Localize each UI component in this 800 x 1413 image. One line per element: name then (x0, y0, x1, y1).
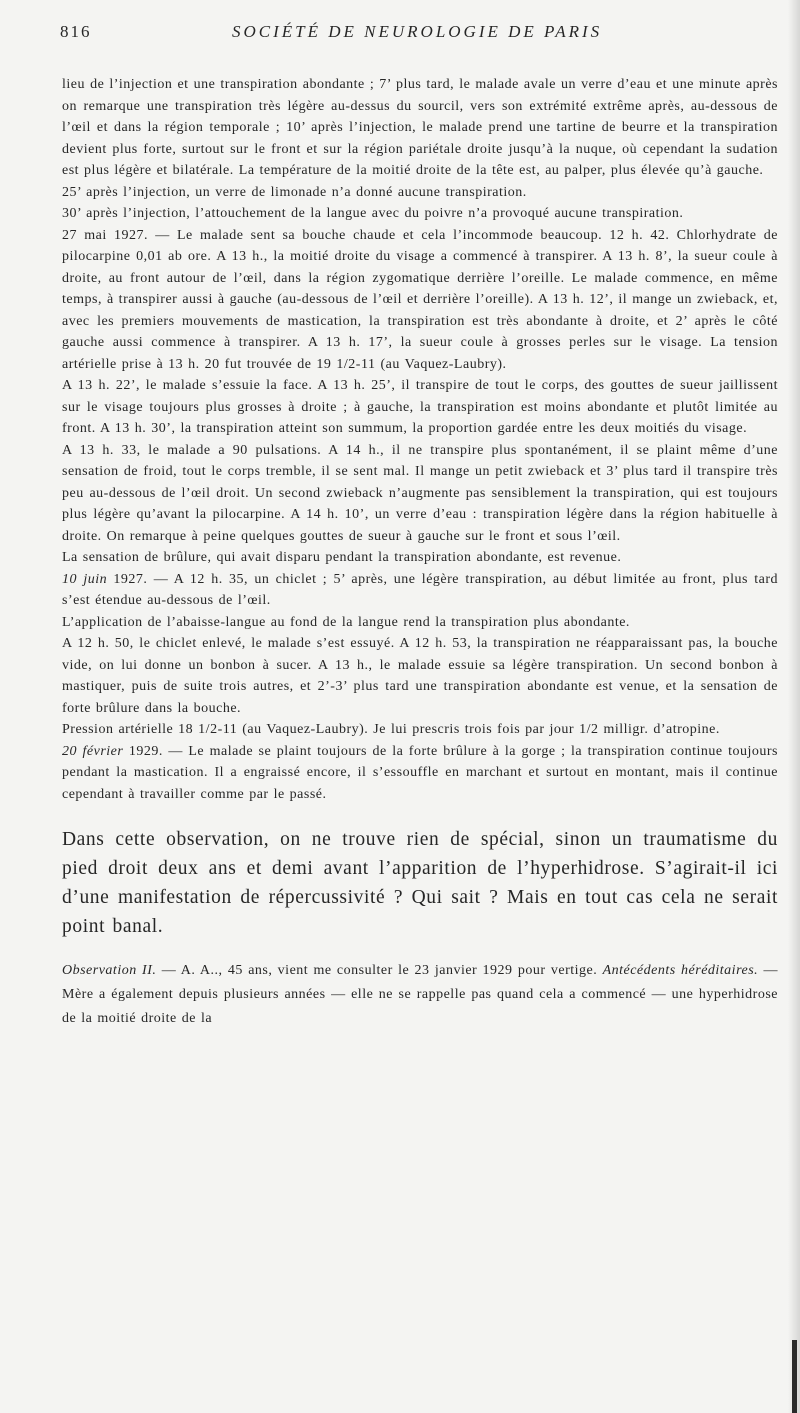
page-edge-mark (792, 1340, 797, 1413)
paragraph: 27 mai 1927. — Le malade sent sa bouche chaude et cela l’incommode beaucoup. 12 h. 42. Chlorhydrate de pilocarpine 0,01 ab ore. A 13 h., la moitié droite du visage a commencé à transpirer. A 13 h. 8’, la sueur coule à droite, au front autour de l’œil, dans la région zygomatique derrière l’oreille. Le malade commence, en même temps, à transpirer aussi à gauche (au-dessous de l’œil et derrière l’oreille). A 13 h. 12’, il mange un zwieback, et, avec les premiers mouvements de mastication, la transpiration est très abondante à droite, et 2’ après le côté gauche aussi commence à transpirer. A 13 h. 17’, la sueur coule à grosses perles sur le visage. La tension artérielle prise à 13 h. 20 fut trouvée de 19 1/2-11 (au Vaquez-Laubry). (62, 227, 778, 372)
paragraph: L’application de l’abaisse-langue au fond de la langue rend la transpiration plus abondante. (62, 614, 630, 630)
case-notes (62, 74, 778, 805)
paragraph: A 13 h. 22’, le malade s’essuie la face. A 13 h. 25’, il transpire de tout le corps, des gouttes de sueur jaillissent sur le visage toujours plus grosses à droite ; à gauche, la transpiration est moins abondante et plutôt limitée au front. A 13 h. 30’, la transpiration atteint son summum, la proportion gardée entre les deux moitiés du visage. (62, 378, 778, 436)
entry-date: 20 février (62, 743, 124, 759)
paragraph: A 12 h. 50, le chiclet enlevé, le malade s’est essuyé. A 12 h. 53, la transpiration ne réapparaissant pas, la bouche vide, on lui donne un bonbon à sucer. A 13 h., le malade essuie sa légère transpiration. Un second bonbon à mastiquer, puis de suite trois autres, et 2’-3’ plus tard une transpiration abondante est venue, et la sensation de forte brûlure dans la bouche. (62, 636, 778, 716)
entry-date: 10 juin (62, 571, 108, 587)
paragraph: 30’ après l’injection, l’attouchement de la langue avec du poivre n’a provoqué aucune transpiration. (62, 206, 684, 221)
entry-text: 1927. — A 12 h. 35, un chiclet ; 5’ après, une légère transpiration, au début limitée au front, plus tard s’est étendue au-dessous de l’œil. (62, 571, 778, 608)
dated-paragraph (62, 741, 778, 806)
paragraph: Pression artérielle 18 1/2-11 (au Vaquez-Laubry). Je lui prescris trois fois par jour 1/2 milligr. d’atropine. (62, 722, 720, 737)
entry-text: 1929. — Le malade se plaint toujours de la forte brûlure à la gorge ; la transpiration continue toujours pendant la mastication. Il a engraissé encore, il s’essouffle en marchant et surtout en montant, mais il continue cependant à travailler comme par le passé. (62, 743, 778, 802)
observation-paragraph (62, 959, 778, 1031)
observation-heading: Observation II. (62, 963, 157, 978)
observation-intro: — A. A.., 45 ans, vient me consulter le 23 janvier 1929 pour vertige. (156, 963, 603, 978)
journal-title: SOCIÉTÉ DE NEUROLOGIE DE PARIS (232, 22, 603, 41)
commentary-paragraph: Dans cette observation, on ne trouve rien de spécial, sinon un traumatisme du pied droit deux ans et demi avant l’apparition de l’hyperhidrose. S’agirait-il ici d’une manifestation de répercussivité ? Qui sait ? Mais en tout cas cela ne serait point banal. (62, 829, 778, 937)
commentary (62, 825, 778, 941)
page-number: 816 (60, 22, 92, 41)
running-head (62, 22, 778, 52)
paragraph: 25’ après l’injection, un verre de limonade n’a donné aucune transpiration. (62, 184, 527, 200)
antecedents-heading: Antécédents héréditaires. (602, 963, 759, 978)
paragraph: lieu de l’injection et une transpiration abondante ; 7’ plus tard, le malade avale un verre d’eau et une minute après on remarque une transpiration très légère au-dessus du sourcil, vers son extrémité extrême après, au-dessous de l’œil et dans la région temporale ; 10’ après l’injection, le malade prend une tartine de beurre et la transpiration devient plus forte, surtout sur le front et sur la région pariétale droite jusqu’à la nuque, où cependant la sudation est plus légère et bilatérale. La température de la moitié droite de la tête est, au palper, plus élevée qu’à gauche. (62, 77, 778, 178)
antecedents-text: — Mère a également depuis plusieurs années — elle ne se rappelle pas quand cela a commencé — une hyperhidrose de la moitié droite de la (62, 963, 778, 1026)
paragraph: La sensation de brûlure, qui avait disparu pendant la transpiration abondante, est revenue. (62, 550, 622, 565)
paragraph: A 13 h. 33, le malade a 90 pulsations. A 14 h., il ne transpire plus spontanément, il se plaint même d’une sensation de froid, tout le corps tremble, il se sent mal. Il mange un petit zwieback et 3’ plus tard il transpire très peu au-dessous de l’œil droit. Un second zwieback n’augmente pas sensiblement la transpiration, qui est toujours plus légère qu’avant la pilocarpine. A 14 h. 10’, un verre d’eau : transpiration légère dans la région habituelle à droite. On remarque à peine quelques gouttes de sueur à gauche sur le front et sous l’œil. (62, 442, 778, 544)
dated-paragraph (62, 569, 778, 612)
observation-ii (62, 959, 778, 1031)
page-edge-shadow (788, 0, 800, 1413)
